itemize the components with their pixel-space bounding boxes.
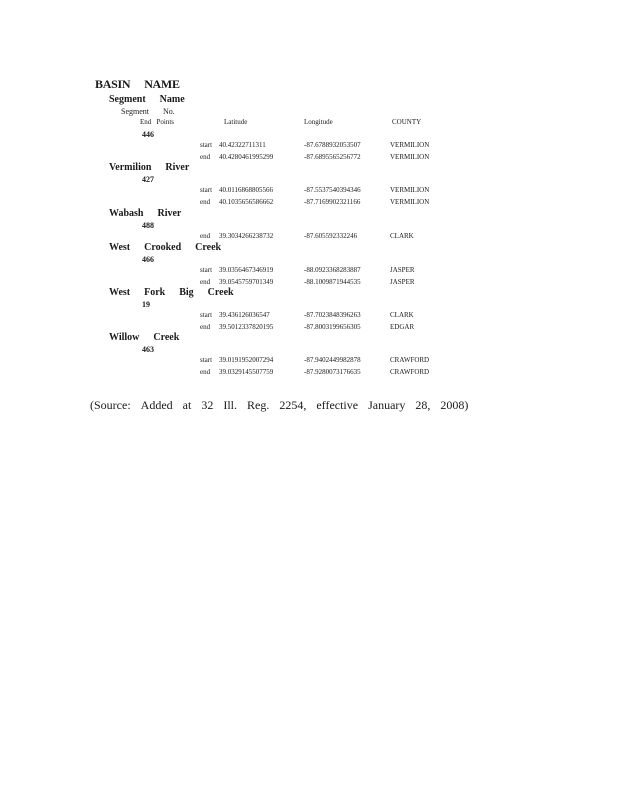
longitude-cell: -87.7169902321166	[304, 197, 361, 206]
end-points-header: End Points	[140, 118, 175, 126]
county-header: COUNTY	[392, 118, 422, 126]
river-name	[109, 287, 234, 298]
river-name-word: Creek	[195, 242, 222, 253]
river-name-word: River	[165, 162, 190, 173]
latitude-cell: 40.1035656586662	[219, 197, 274, 206]
river-name-word: Vermilion	[109, 162, 152, 173]
longitude-cell: -87.9280073176635	[304, 367, 361, 376]
source-word: 2008)	[440, 398, 469, 412]
segment-number: 463	[142, 345, 154, 354]
header-word: BASIN	[95, 77, 131, 91]
river-name-word: West	[109, 242, 131, 253]
river-name-word: Big	[179, 287, 194, 298]
county-cell: VERMILION	[390, 152, 430, 161]
river-name	[109, 208, 181, 219]
source-word: 2254,	[279, 398, 307, 412]
river-name-word: River	[157, 208, 182, 219]
river-name-word: Crooked	[144, 242, 182, 253]
county-cell: CRAWFORD	[390, 356, 430, 364]
longitude-cell: -87.7023848396263	[304, 311, 361, 319]
segment-number: 488	[142, 221, 154, 230]
header-word: Segment	[109, 94, 146, 105]
longitude-cell: -88.1009871944535	[304, 277, 361, 286]
segment-number: 19	[142, 300, 150, 309]
endpoint-cell: start	[200, 311, 213, 319]
river-name-word: Wabash	[109, 208, 144, 219]
latitude-cell: 40.0116868805566	[219, 186, 273, 194]
basin-name-header	[95, 77, 180, 92]
latitude-cell: 39.5012337820195	[219, 322, 274, 331]
river-name-word: West	[109, 287, 131, 298]
county-cell: EDGAR	[390, 322, 415, 331]
river-name-word: Creek	[153, 332, 180, 343]
river-name	[109, 332, 179, 343]
source-word: 28,	[415, 398, 431, 412]
segment-number: 446	[142, 130, 154, 139]
header-word: Segment	[121, 107, 149, 116]
river-name	[109, 162, 189, 173]
longitude-cell: -88.0923368283887	[304, 266, 361, 274]
source-word: Reg.	[247, 398, 270, 412]
county-cell: CLARK	[390, 311, 414, 319]
header-word: NAME	[144, 77, 180, 91]
endpoint-cell: end	[200, 367, 211, 376]
county-cell: CRAWFORD	[390, 367, 430, 376]
longitude-cell: -87.6788932053507	[304, 141, 361, 149]
endpoint-cell: end	[200, 277, 211, 286]
endpoint-cell: end	[200, 322, 211, 331]
latitude-header: Latitude	[224, 118, 248, 126]
longitude-header: Longitude	[304, 118, 333, 126]
endpoint-cell: start	[200, 266, 213, 274]
longitude-cell: -87.9402449982878	[304, 356, 361, 364]
segment-name-header	[109, 94, 185, 105]
endpoint-cell: start	[200, 356, 213, 364]
river-name	[109, 242, 221, 253]
source-word: (Source:	[90, 398, 131, 412]
latitude-cell: 39.436126036547	[219, 311, 270, 319]
latitude-cell: 39.0356467346919	[219, 266, 274, 274]
source-note	[90, 398, 478, 413]
county-cell: VERMILION	[390, 141, 430, 149]
county-cell: JASPER	[390, 277, 415, 286]
longitude-cell: -87.8003199656305	[304, 322, 361, 331]
longitude-cell: -87.5537540394346	[304, 186, 361, 194]
longitude-cell: -87.605592332246	[304, 232, 358, 240]
endpoint-cell: end	[200, 232, 211, 240]
endpoint-cell: end	[200, 197, 211, 206]
source-word: Added	[140, 398, 173, 412]
latitude-cell: 39.0329145507759	[219, 367, 274, 376]
segment-number: 466	[142, 255, 154, 264]
endpoint-cell: start	[200, 141, 213, 149]
source-word: effective	[316, 398, 359, 412]
endpoint-cell: start	[200, 186, 213, 194]
latitude-cell: 40.42322711311	[219, 141, 266, 149]
header-word: Name	[159, 94, 185, 105]
county-cell: JASPER	[390, 266, 415, 274]
header-word: No.	[163, 107, 175, 116]
endpoint-cell: end	[200, 152, 211, 161]
county-cell: VERMILION	[390, 197, 430, 206]
latitude-cell: 39.3034266238732	[219, 232, 274, 240]
county-cell: VERMILION	[390, 186, 430, 194]
river-name-word: Creek	[207, 287, 234, 298]
source-word: at	[182, 398, 192, 412]
segment-no-header	[121, 107, 175, 116]
latitude-cell: 40.4280461995299	[219, 152, 274, 161]
county-cell: CLARK	[390, 232, 414, 240]
river-name-word: Willow	[109, 332, 140, 343]
longitude-cell: -87.6895565256772	[304, 152, 361, 161]
latitude-cell: 39.0191952007294	[219, 356, 274, 364]
segment-number: 427	[142, 175, 154, 184]
river-name-word: Fork	[144, 287, 166, 298]
source-word: 32	[201, 398, 214, 412]
source-word: Ill.	[223, 398, 237, 412]
latitude-cell: 39.0545759701349	[219, 277, 274, 286]
source-word: January	[368, 398, 406, 412]
